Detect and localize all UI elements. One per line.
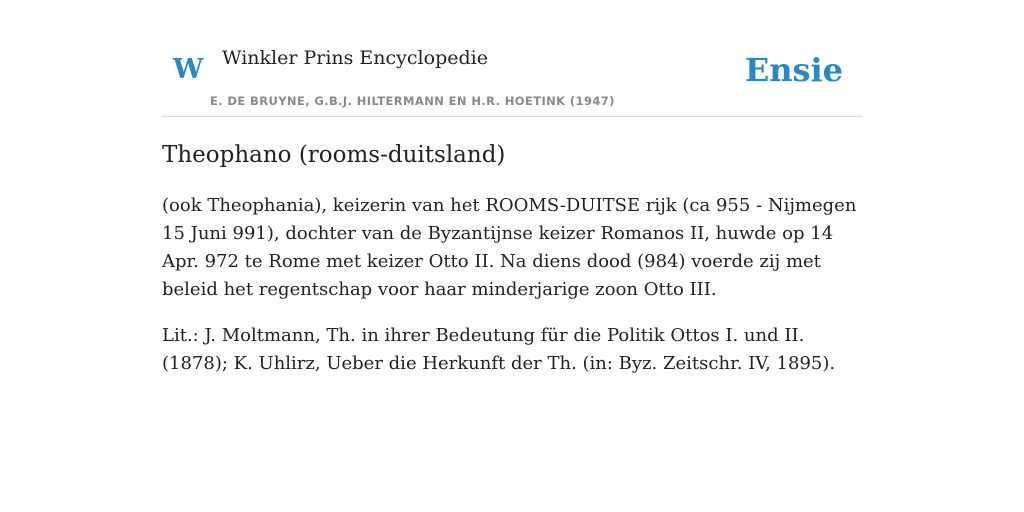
page-header bbox=[162, 0, 862, 117]
winkler-prins-logo[interactable]: W bbox=[173, 54, 204, 85]
entry-title: Theophano (rooms-duitsland) bbox=[162, 142, 506, 168]
publication-authors: E. DE BRUYNE, G.B.J. HILTERMANN EN H.R. HOETINK (1947) bbox=[210, 94, 615, 108]
ensie-logo[interactable]: Ensie bbox=[744, 51, 843, 89]
publication-title[interactable]: Winkler Prins Encyclopedie bbox=[222, 47, 488, 69]
entry-body: (ook Theophania), keizerin van het ROOMS-DUITSE rijk (ca 955 - Nijmegen 15 Juni 991), dochter van de Byzantijnse keizer Romanos II, huwde op 14 Apr. 972 te Rome met keizer Otto II. Na diens dood (984) voerde zij met beleid het regentschap voor haar minderjarige zoon Otto III. bbox=[162, 195, 857, 300]
entry-literature: Lit.: J. Moltmann, Th. in ihrer Bedeutung für die Politik Ottos I. und II. (1878); K. Uhlirz, Ueber die Herkunft der Th. (in: Byz. Zeitschr. IV, 1895). bbox=[162, 325, 836, 374]
